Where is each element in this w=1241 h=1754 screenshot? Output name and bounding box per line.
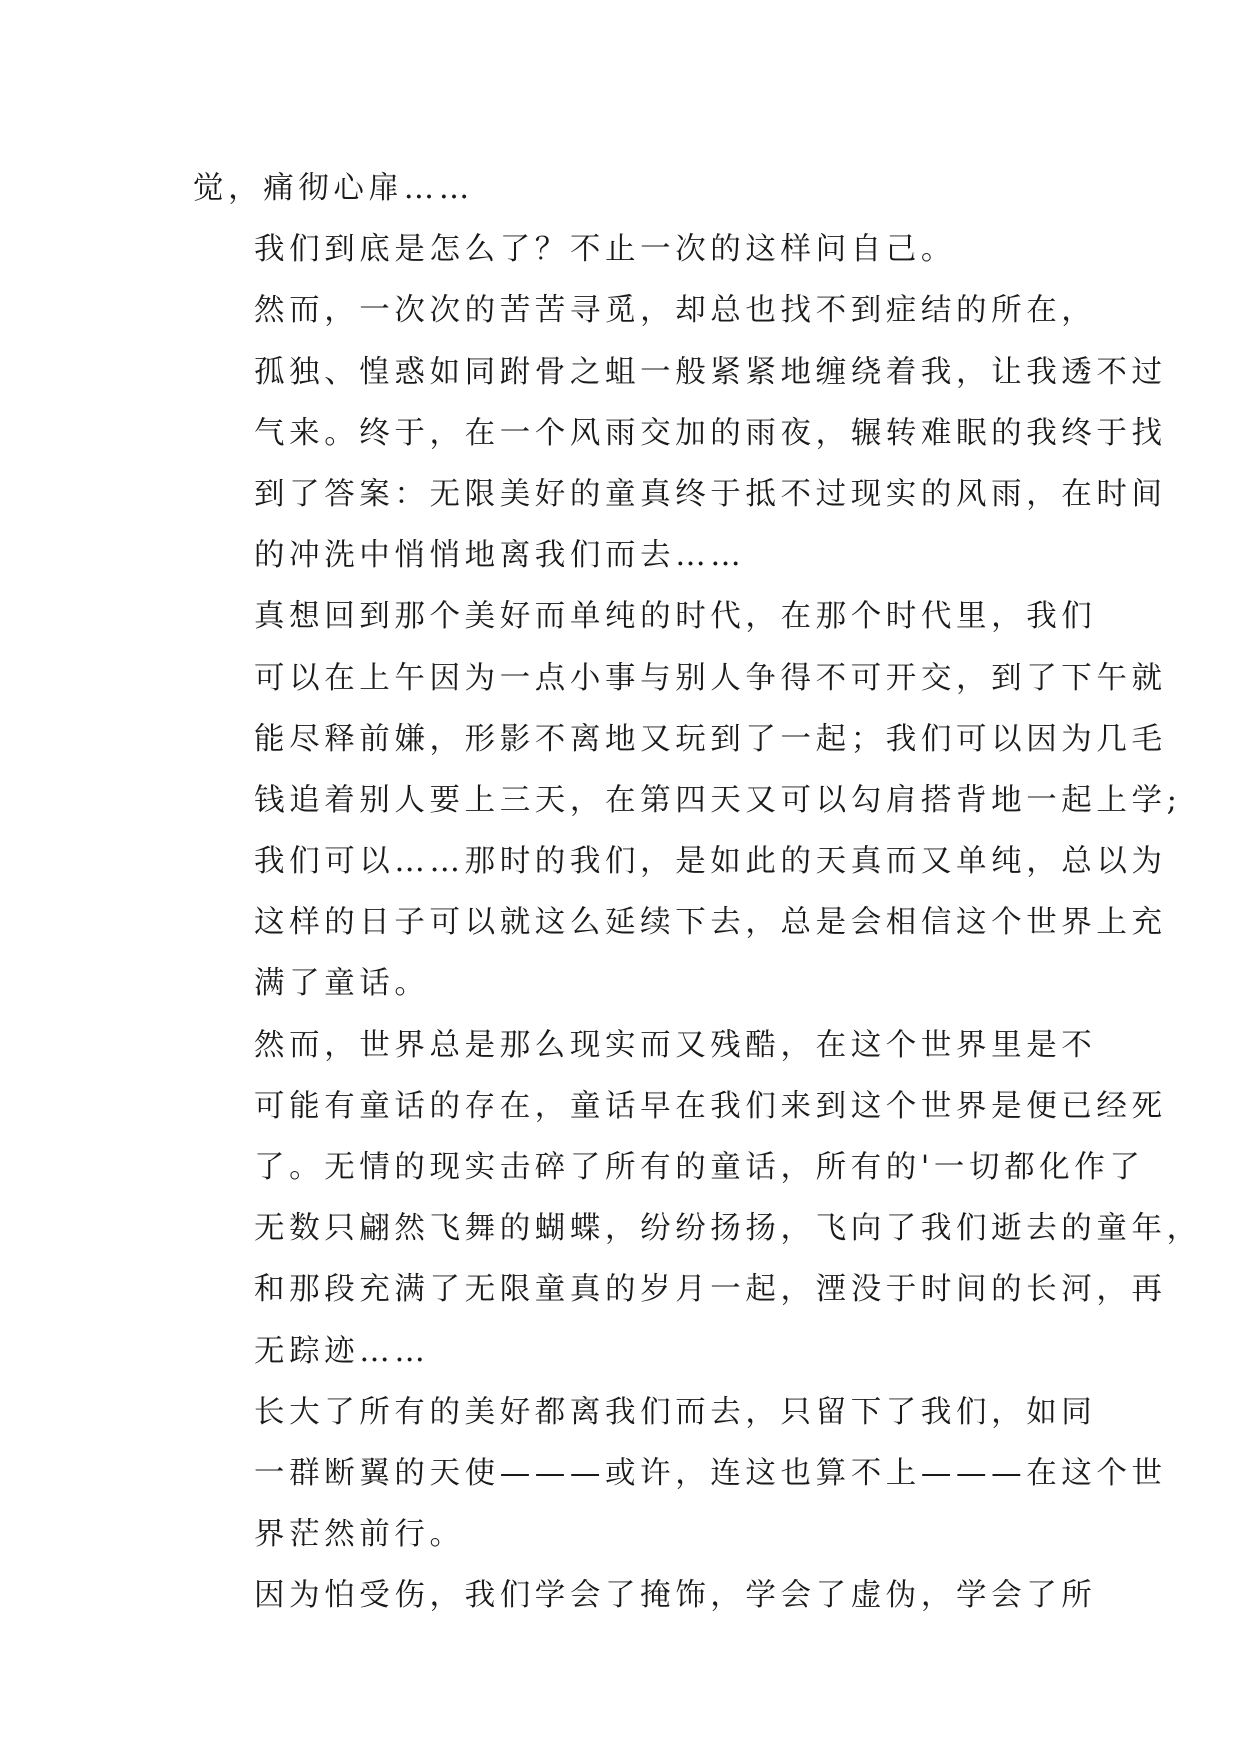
text-line: 满了童话。: [254, 966, 430, 1002]
text-line: 气来。终于，在一个风雨交加的雨夜，辗转难眠的我终于找: [254, 415, 1167, 451]
text-line: 了。无情的现实击碎了所有的童话，所有的'一切都化作了: [254, 1150, 1145, 1185]
text-line: 界茫然前行。: [254, 1517, 465, 1553]
text-line: 到了答案：无限美好的童真终于抵不过现实的风雨，在时间: [254, 476, 1167, 512]
paragraph: [193, 586, 1182, 1014]
paragraph: [193, 1382, 1167, 1566]
text-line: 无数只翩然飞舞的蝴蝶，纷纷扬扬，飞向了我们逝去的童年，: [254, 1211, 1202, 1247]
text-line: 可以在上午因为一点小事与别人争得不可开交，到了下午就: [254, 660, 1167, 696]
text-line: 觉，痛彻心扉……: [193, 171, 474, 206]
text-line: 钱追着别人要上三天，在第四天又可以勾肩搭背地一起上学;: [254, 782, 1182, 818]
text-line: 真想回到那个美好而单纯的时代，在那个时代里，我们: [254, 599, 1097, 635]
paragraph: [193, 158, 1053, 219]
text-line: 一群断翼的天使———或许，连这也算不上———在这个世: [254, 1455, 1167, 1491]
paragraph: [193, 219, 1053, 280]
document-body: [193, 158, 1202, 1627]
text-line: 的冲洗中悄悄地离我们而去……: [254, 538, 746, 574]
text-line: 孤独、惶惑如同跗骨之蛆一般紧紧地缠绕着我，让我透不过: [254, 354, 1167, 390]
text-line: 然而，世界总是那么现实而又残酷，在这个世界里是不: [254, 1027, 1097, 1063]
paragraph: [193, 280, 1167, 586]
text-line: 能尽释前嫌，形影不离地又玩到了一起；我们可以因为几毛: [254, 721, 1167, 757]
text-line: 我们到底是怎么了？不止一次的这样问自己。: [254, 232, 956, 268]
paragraph: [193, 1015, 1202, 1382]
text-line: 可能有童话的存在，童话早在我们来到这个世界是便已经死: [254, 1088, 1167, 1124]
text-line: 我们可以……那时的我们，是如此的天真而又单纯，总以为: [254, 844, 1167, 880]
text-line: 长大了所有的美好都离我们而去，只留下了我们，如同: [254, 1394, 1097, 1430]
paragraph: [193, 1565, 1097, 1626]
text-line: 这样的日子可以就这么延续下去，总是会相信这个世界上充: [254, 905, 1167, 941]
text-line: 因为怕受伤，我们学会了掩饰，学会了虚伪，学会了所: [254, 1578, 1097, 1614]
text-line: 和那段充满了无限童真的岁月一起，湮没于时间的长河，再: [254, 1272, 1167, 1308]
text-line: 无踪迹……: [254, 1333, 430, 1369]
text-line: 然而，一次次的苦苦寻觅，却总也找不到症结的所在，: [254, 293, 1097, 329]
